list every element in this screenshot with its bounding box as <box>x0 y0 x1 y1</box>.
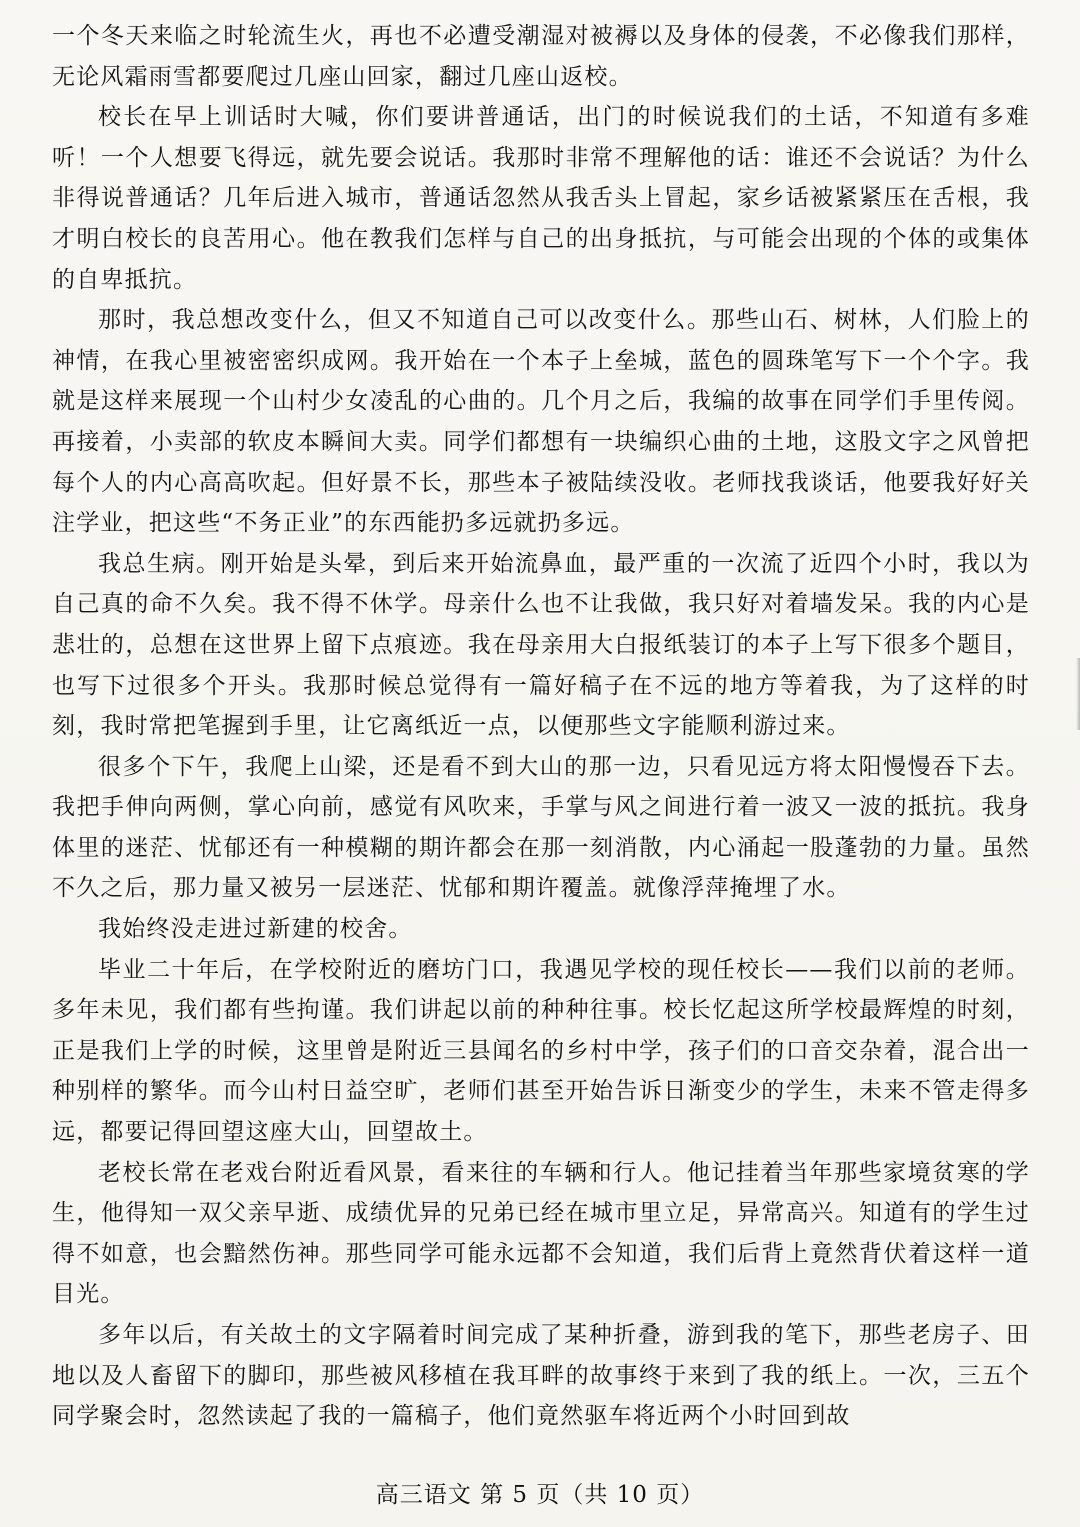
paragraph-2: 校长在早上训话时大喊，你们要讲普通话，出门的时候说我们的土话，不知道有多难听！一个人想要飞得远，就先要会说话。我那时非常不理解他的话：谁还不会说话？为什么非得说普通话？几年后进入城市，普通话忽然从我舌头上冒起，家乡话被紧紧压在舌根，我才明白校长的良苦用心。他在教我们怎样与自己的出身抵抗，与可能会出现的个体的或集体的自卑抵抗。 <box>52 104 1030 293</box>
page-footer: 高三语文 第 5 页（共 10 页） <box>375 1482 705 1508</box>
paragraph-6: 我始终没走进过新建的校舍。 <box>98 916 413 943</box>
paragraph-5: 很多个下午，我爬上山梁，还是看不到大山的那一边，只看见远方将太阳慢慢吞下去。我把手伸向两侧，掌心向前，感觉有风吹来，手掌与风之间进行着一波又一波的抵抗。我身体里的迷茫、忧郁还有一种模糊的期许都会在那一刻消散，内心涌起一股蓬勃的力量。虽然不久之后，那力量又被另一层迷茫、忧郁和期许覆盖。就像浮萍掩埋了水。 <box>52 753 1030 902</box>
paragraph-7: 毕业二十年后，在学校附近的磨坊门口，我遇见学校的现任校长——我们以前的老师。多年未见，我们都有些拘谨。我们讲起以前的种种往事。校长忆起这所学校最辉煌的时刻，正是我们上学的时候，这里曾是附近三县闻名的乡村中学，孩子们的口音交杂着，混合出一种别样的繁华。而今山村日益空旷，老师们甚至开始告诉日渐变少的学生，未来不管走得多远，都要记得回望这座大山，回望故土。 <box>52 956 1030 1146</box>
reading-passage <box>52 16 1030 1437</box>
paragraph-8: 老校长常在老戏台附近看风景，看来往的车辆和行人。他记挂着当年那些家境贫寒的学生，他得知一双父亲早逝、成绩优异的兄弟已经在城市里立足，异常高兴。知道有的学生过得不如意，也会黯然伤神。那些同学可能永远都不会知道，我们后背上竟然背伏着这样一道目光。 <box>52 1159 1030 1308</box>
paragraph-9: 多年以后，有关故土的文字隔着时间完成了某种折叠，游到我的笔下，那些老房子、田地以及人畜留下的脚印，那些被风移植在我耳畔的故事终于来到了我的纸上。一次，三五个同学聚会时，忽然读起了我的一篇稿子，他们竟然驱车将近两个小时回到故 <box>52 1322 1030 1430</box>
paragraph-1: 一个冬天来临之时轮流生火，再也不必遭受潮湿对被褥以及身体的侵袭，不必像我们那样，无论风霜雨雪都要爬过几座山回家，翻过几座山返校。 <box>52 23 1030 90</box>
paragraph-3: 那时，我总想改变什么，但又不知道自己可以改变什么。那些山石、树林，人们脸上的神情，在我心里被密密织成网。我开始在一个本子上垒城，蓝色的圆珠笔写下一个个字。我就是这样来展现一个山村少女凌乱的心曲的。几个月之后，我编的故事在同学们手里传阅。再接着，小卖部的软皮本瞬间大卖。同学们都想有一块编织心曲的土地，这股文字之风曾把每个人的内心高高吹起。但好景不长，那些本子被陆续没收。老师找我谈话，他要我好好关注学业，把这些“不务正业”的东西能扔多远就扔多远。 <box>52 307 1030 537</box>
paragraph-4: 我总生病。刚开始是头晕，到后来开始流鼻血，最严重的一次流了近四个小时，我以为自己真的命不久矣。我不得不休学。母亲什么也不让我做，我只好对着墙发呆。我的内心是悲壮的，总想在这世界上留下点痕迹。我在母亲用大白报纸装订的本子上写下很多个题目，也写下过很多个开头。我那时候总觉得有一篇好稿子在不远的地方等着我，为了这样的时刻，我时常把笔握到手里，让它离纸近一点，以便那些文字能顺利游过来。 <box>52 550 1030 740</box>
scan-edge-mark <box>1076 658 1080 730</box>
